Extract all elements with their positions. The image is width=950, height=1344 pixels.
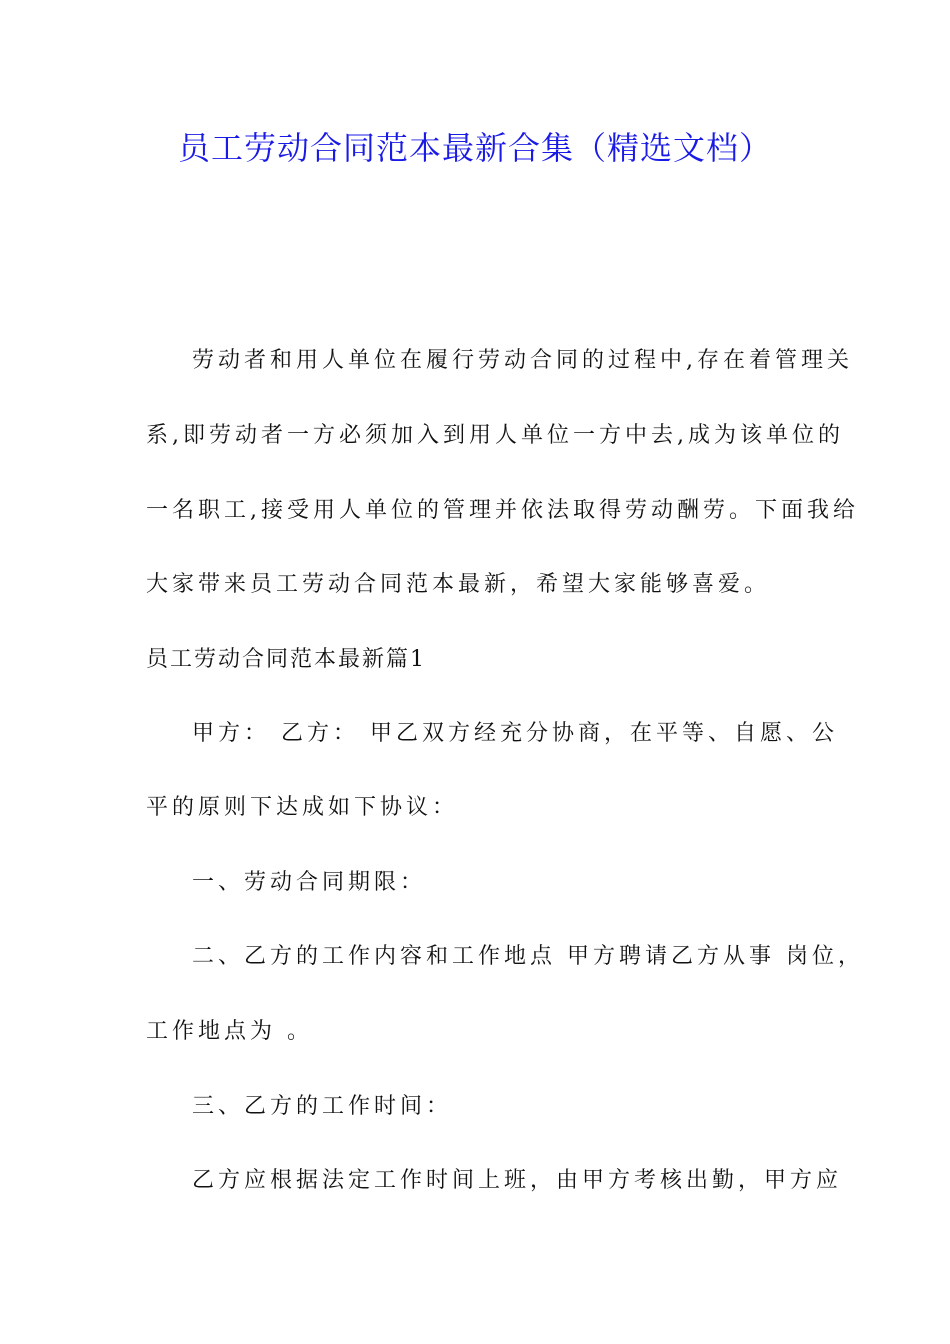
document-title: 员工劳动合同范本最新合集（精选文档）: [177, 129, 772, 167]
paragraph-line: 一名职工,接受用人单位的管理并依法取得劳动酬劳。下面我给: [146, 498, 859, 523]
clause-heading: 三、乙方的工作时间：: [192, 1094, 453, 1119]
paragraph-line: 系,即劳动者一方必须加入到用人单位一方中去,成为该单位的: [146, 423, 844, 448]
paragraph-line: 甲方： 乙方： 甲乙双方经充分协商，在平等、自愿、公: [192, 721, 838, 746]
paragraph-line: 工作地点为 。: [146, 1019, 313, 1044]
section-heading: 员工劳动合同范本最新篇1: [146, 647, 426, 672]
clause-heading: 一、劳动合同期限：: [192, 870, 427, 895]
paragraph-line: 大家带来员工劳动合同范本最新，希望大家能够喜爱。: [146, 572, 771, 597]
paragraph-line: 二、乙方的工作内容和工作地点 甲方聘请乙方从事 岗位，: [192, 944, 864, 969]
paragraph-line: 乙方应根据法定工作时间上班，由甲方考核出勤，甲方应: [192, 1168, 843, 1193]
paragraph-line: 劳动者和用人单位在履行劳动合同的过程中,存在着管理关: [192, 348, 853, 373]
paragraph-line: 平的原则下达成如下协议：: [146, 795, 459, 820]
